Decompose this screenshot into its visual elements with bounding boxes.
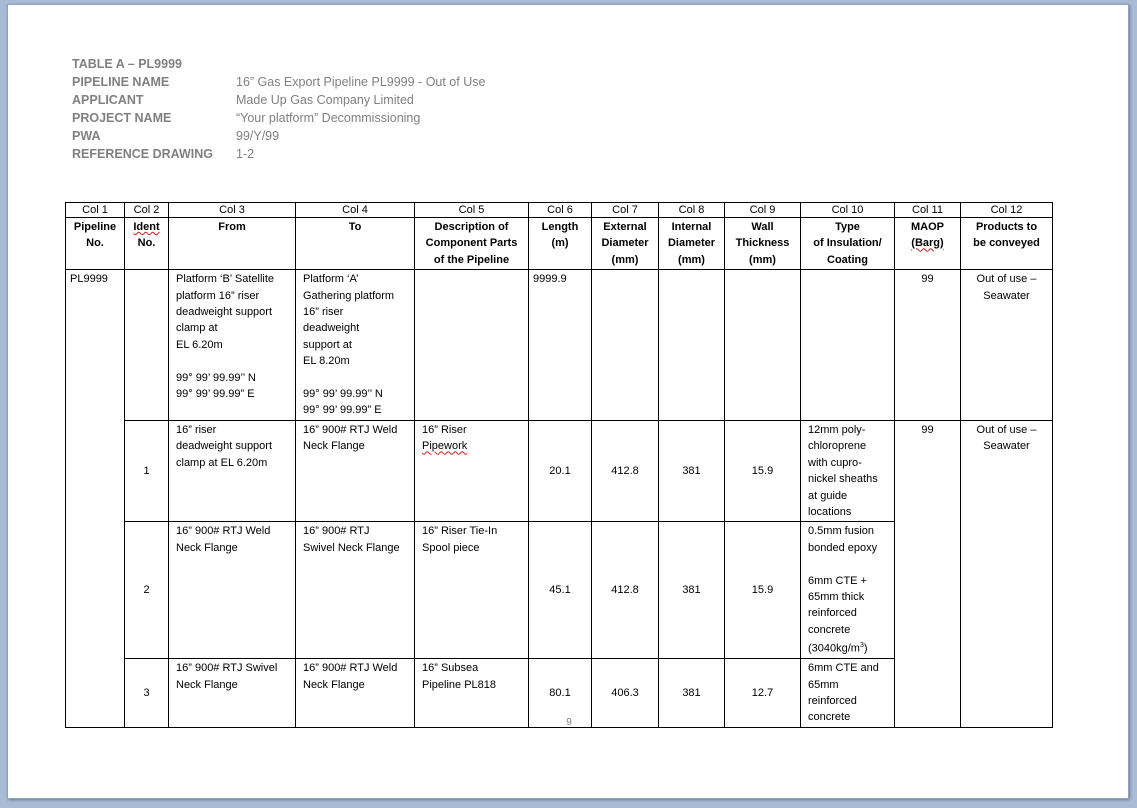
col-number: Col 6 xyxy=(529,203,592,218)
header-products: Products to be conveyed xyxy=(961,218,1053,270)
to-cell: 16” 900# RTJ Swivel Neck Flange xyxy=(296,522,415,659)
ext-diameter-cell xyxy=(592,270,659,421)
maop-cell: 99 xyxy=(895,270,961,421)
ident-cell xyxy=(125,270,169,421)
ext-diameter-cell: 412.8 xyxy=(592,420,659,521)
description-cell xyxy=(415,270,529,421)
insulation-cell: 6mm CTE and 65mm reinforced concrete xyxy=(801,659,895,728)
col-number: Col 2 xyxy=(125,203,169,218)
col-number: Col 10 xyxy=(801,203,895,218)
table-row xyxy=(66,270,1053,421)
int-diameter-cell: 381 xyxy=(659,420,725,521)
field-value: 1-2 xyxy=(236,147,255,161)
wall-thickness-cell: 15.9 xyxy=(725,420,801,521)
from-cell: 16” 900# RTJ Weld Neck Flange xyxy=(169,522,296,659)
col-number: Col 9 xyxy=(725,203,801,218)
header-length: Length (m) xyxy=(529,218,592,270)
field-label: REFERENCE DRAWING xyxy=(72,147,213,161)
col-number: Col 5 xyxy=(415,203,529,218)
col-number: Col 1 xyxy=(66,203,125,218)
pipeline-no-cell: PL9999 xyxy=(66,270,125,728)
ext-diameter-cell: 406.3 xyxy=(592,659,659,728)
field-label: PIPELINE NAME xyxy=(72,75,170,89)
field-label: PWA xyxy=(72,129,101,143)
header-insulation: Type of Insulation/ Coating xyxy=(801,218,895,270)
wall-thickness-cell: 15.9 xyxy=(725,522,801,659)
field-label: APPLICANT xyxy=(72,93,144,107)
table-row xyxy=(66,420,1053,521)
table-header-block xyxy=(72,55,485,163)
header-ident-no: Ident No. xyxy=(125,218,169,270)
to-cell: Platform ‘A’ Gathering platform 16” riser deadweight support at EL 8.20m 99° 99’ 99.99’’ N 99° 99’ 99.99” E xyxy=(296,270,415,421)
insulation-cell: 12mm poly- chloroprene with cupro- nickel sheaths at guide locations xyxy=(801,420,895,521)
length-cell: 45.1 xyxy=(529,522,592,659)
column-number-row xyxy=(66,203,1053,218)
field-pwa xyxy=(72,127,485,145)
description-cell: 16” Riser Pipework xyxy=(415,420,529,521)
pipeline-table xyxy=(65,202,1053,728)
products-cell: Out of use – Seawater xyxy=(961,270,1053,421)
field-pipeline-name xyxy=(72,73,485,91)
int-diameter-cell: 381 xyxy=(659,522,725,659)
to-cell: 16” 900# RTJ Weld Neck Flange xyxy=(296,420,415,521)
wall-thickness-cell: 12.7 xyxy=(725,659,801,728)
field-value: Made Up Gas Company Limited xyxy=(236,93,414,107)
products-cell: Out of use – Seawater xyxy=(961,420,1053,727)
from-cell: Platform ‘B’ Satellite platform 16” riser deadweight support clamp at EL 6.20m 99° 99’ 99.99’’ N 99° 99’ 99.99” E xyxy=(169,270,296,421)
field-value: “Your platform” Decommissioning xyxy=(236,111,421,125)
header-internal-diameter: Internal Diameter (mm) xyxy=(659,218,725,270)
field-reference-drawing xyxy=(72,145,485,163)
ext-diameter-cell: 412.8 xyxy=(592,522,659,659)
length-cell: 20.1 xyxy=(529,420,592,521)
col-number: Col 4 xyxy=(296,203,415,218)
description-cell: 16” Riser Tie-In Spool piece xyxy=(415,522,529,659)
page-number: 9 xyxy=(566,717,572,728)
col-number: Col 11 xyxy=(895,203,961,218)
from-cell: 16” riser deadweight support clamp at EL 6.20m xyxy=(169,420,296,521)
header-pipeline-no: Pipeline No. xyxy=(66,218,125,270)
col-number: Col 7 xyxy=(592,203,659,218)
length-cell: 9999.9 xyxy=(529,270,592,421)
col-number: Col 3 xyxy=(169,203,296,218)
column-header-row xyxy=(66,218,1053,270)
ident-cell: 2 xyxy=(125,522,169,659)
wall-thickness-cell xyxy=(725,270,801,421)
field-project-name xyxy=(72,109,485,127)
ident-cell: 1 xyxy=(125,420,169,521)
from-cell: 16” 900# RTJ Swivel Neck Flange xyxy=(169,659,296,728)
table-title: TABLE A – PL9999 xyxy=(72,57,182,71)
col-number: Col 12 xyxy=(961,203,1053,218)
to-cell: 16” 900# RTJ Weld Neck Flange xyxy=(296,659,415,728)
field-value: 99/Y/99 xyxy=(236,129,280,143)
document-page xyxy=(7,4,1129,799)
field-value: 16” Gas Export Pipeline PL9999 - Out of Use xyxy=(236,75,486,89)
header-from: From xyxy=(169,218,296,270)
field-label: PROJECT NAME xyxy=(72,111,172,125)
header-maop: MAOP (Barg) xyxy=(895,218,961,270)
length-cell: 80.1 xyxy=(529,659,592,728)
header-wall-thickness: Wall Thickness (mm) xyxy=(725,218,801,270)
insulation-cell xyxy=(801,270,895,421)
int-diameter-cell: 381 xyxy=(659,659,725,728)
col-number: Col 8 xyxy=(659,203,725,218)
header-to: To xyxy=(296,218,415,270)
header-external-diameter: External Diameter (mm) xyxy=(592,218,659,270)
ident-cell: 3 xyxy=(125,659,169,728)
maop-cell: 99 xyxy=(895,420,961,727)
insulation-cell: 0.5mm fusion bonded epoxy 6mm CTE + 65mm thick reinforced concrete $(3040kg/m^3)$ xyxy=(801,522,895,659)
int-diameter-cell xyxy=(659,270,725,421)
header-description: Description of Component Parts of the Pipeline xyxy=(415,218,529,270)
description-cell: 16” Subsea Pipeline PL818 xyxy=(415,659,529,728)
field-applicant xyxy=(72,91,485,109)
